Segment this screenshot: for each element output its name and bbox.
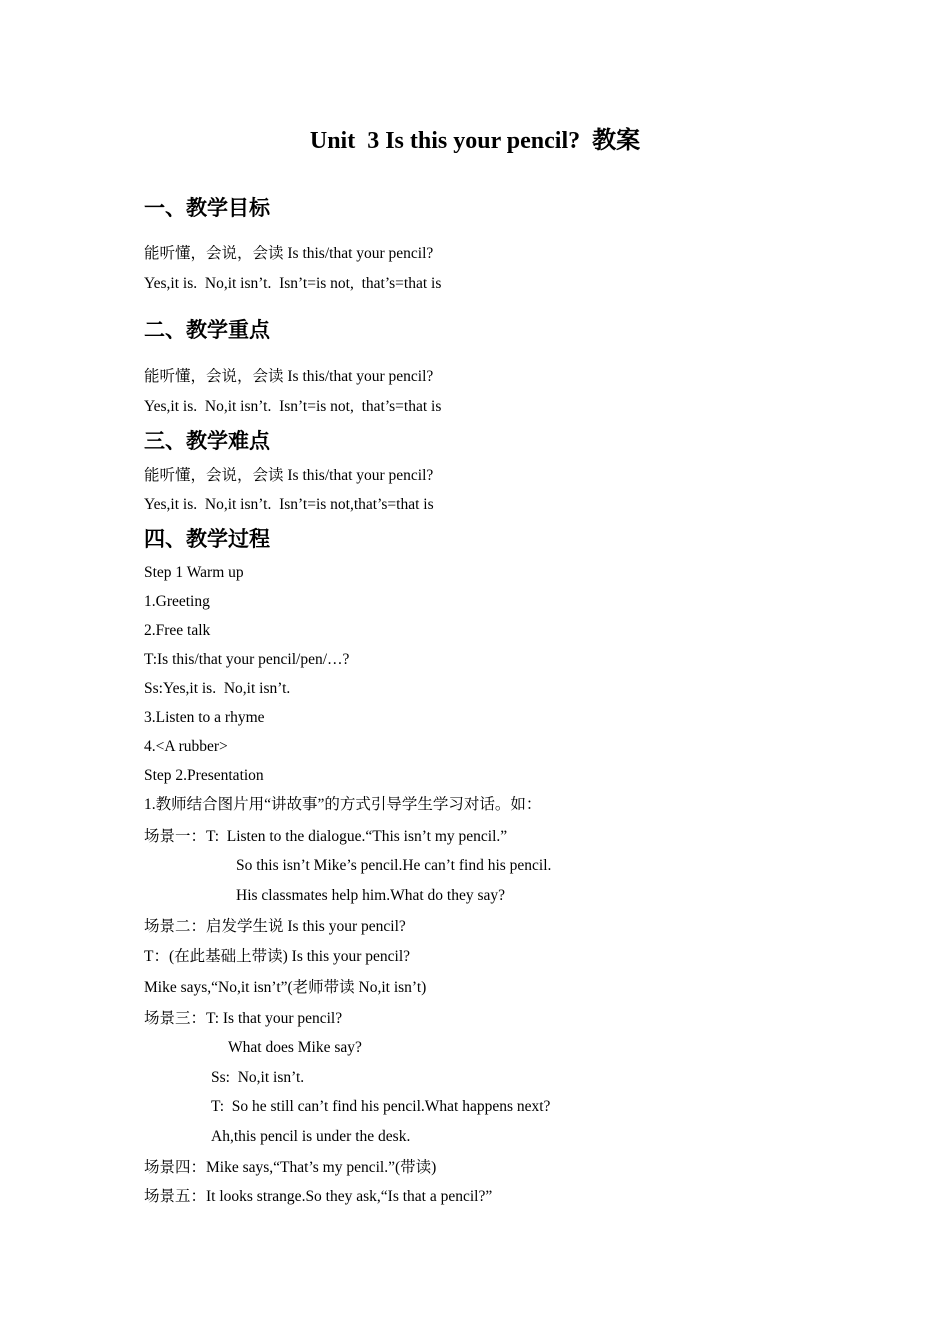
- process-line: 1.教师结合图片用“讲故事”的方式引导学生学习对话。如：: [144, 796, 542, 813]
- process-line: T:Is this/that your pencil/pen/…?: [144, 651, 350, 668]
- heading-teaching-focus: 二、教学重点: [144, 318, 270, 342]
- process-line: 2.Free talk: [144, 622, 211, 639]
- difficulties-line-1: 能听懂，会说，会读 Is this/that your pencil?: [144, 467, 434, 484]
- scene-one-line: His classmates help him.What do they say?: [236, 887, 506, 904]
- process-line: Step 2.Presentation: [144, 767, 264, 784]
- scene-two-line: T：(在此基础上带读) Is this your pencil?: [144, 948, 411, 965]
- difficulties-line-2: Yes,it is. No,it isn’t. Isn’t=is not,that’s=that is: [144, 496, 434, 513]
- process-line: Step 1 Warm up: [144, 564, 244, 581]
- scene-three-line: Ss: No,it isn’t.: [211, 1069, 305, 1086]
- scene-four-line: 场景四：Mike says,“That’s my pencil.”(带读): [144, 1159, 437, 1176]
- scene-five-line: 场景五：It looks strange.So they ask,“Is that a pencil?”: [144, 1188, 493, 1205]
- process-line: 4.<A rubber>: [144, 738, 228, 755]
- scene-three-line: T: So he still can’t find his pencil.What happens next?: [211, 1098, 551, 1115]
- heading-teaching-difficulties: 三、教学难点: [144, 429, 270, 453]
- scene-three-line: 场景三：T: Is that your pencil?: [144, 1010, 343, 1027]
- scene-three-line: Ah,this pencil is under the desk.: [211, 1128, 411, 1145]
- process-line: 3.Listen to a rhyme: [144, 709, 265, 726]
- scene-one-line: So this isn’t Mike’s pencil.He can’t find his pencil.: [236, 857, 552, 874]
- document-title: Unit 3 Is this your pencil? 教案: [309, 128, 641, 154]
- scene-two-line: 场景二：启发学生说 Is this your pencil?: [144, 918, 406, 935]
- scene-three-line: What does Mike say?: [228, 1039, 362, 1056]
- focus-line-1: 能听懂，会说，会读 Is this/that your pencil?: [144, 368, 434, 385]
- scene-two-line: Mike says,“No,it isn’t”(老师带读 No,it isn’t): [144, 979, 427, 996]
- process-line: 1.Greeting: [144, 593, 210, 610]
- process-line: Ss:Yes,it is. No,it isn’t.: [144, 680, 291, 697]
- focus-line-2: Yes,it is. No,it isn’t. Isn’t=is not, that’s=that is: [144, 398, 442, 415]
- heading-teaching-objectives: 一、教学目标: [144, 196, 270, 220]
- objectives-line-1: 能听懂，会说，会读 Is this/that your pencil?: [144, 245, 434, 262]
- objectives-line-2: Yes,it is. No,it isn’t. Isn’t=is not, that’s=that is: [144, 275, 442, 292]
- scene-one-line: 场景一：T: Listen to the dialogue.“This isn’t my pencil.”: [144, 828, 508, 845]
- heading-teaching-process: 四、教学过程: [144, 527, 270, 551]
